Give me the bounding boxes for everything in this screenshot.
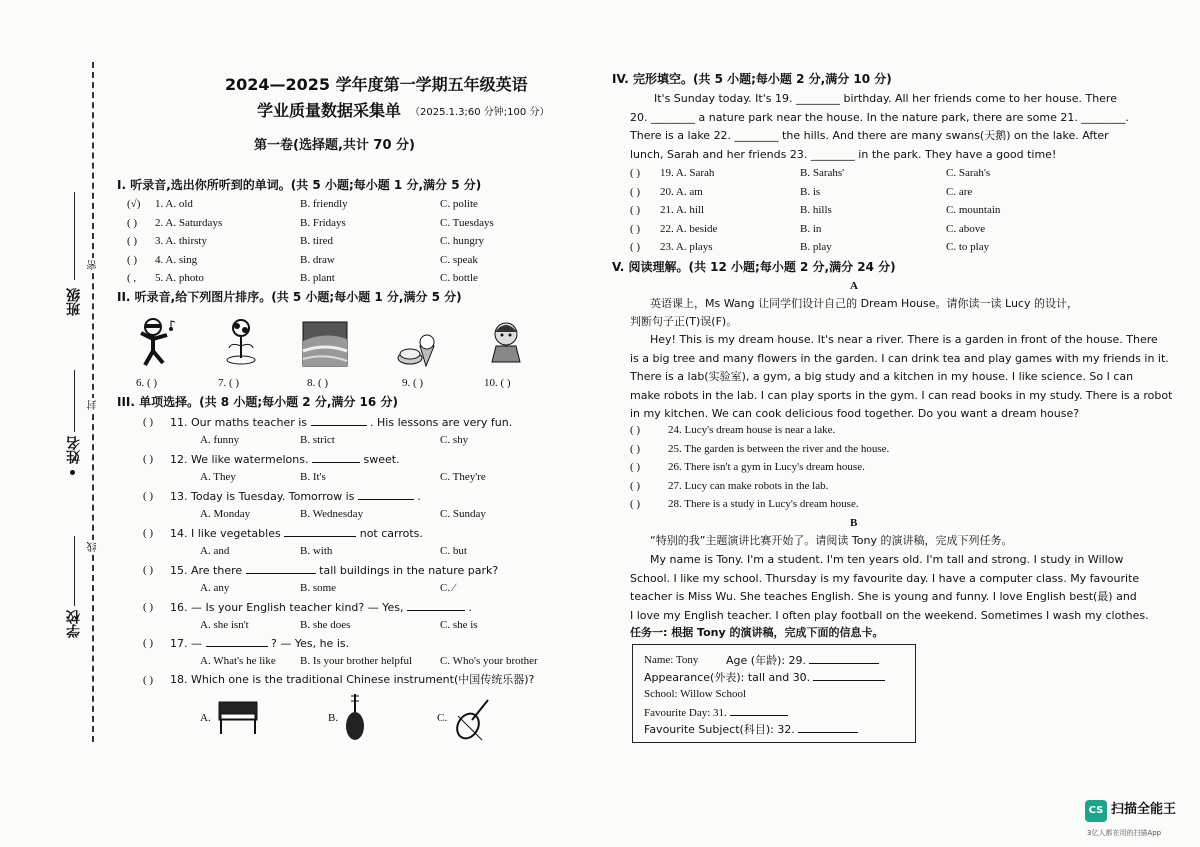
question-stem [170, 489, 421, 504]
option-b: B. she does [300, 619, 351, 631]
option-c: C. hungry [440, 235, 484, 247]
option-a: 1. A. old [155, 198, 193, 210]
answer-paren[interactable]: ( ) [127, 235, 138, 247]
part-a-intro-1: 英语课上，Ms Wang 让同学们设计自己的 Dream House。请你读一读 Lucy 的设计， [650, 297, 1078, 310]
reading-a-line: is a big tree and many flowers in the garden. I can drink tea and play games with my friends in it. [630, 351, 1169, 365]
answer-paren[interactable]: ( ) [143, 490, 154, 502]
answer-blank[interactable] [312, 452, 360, 463]
option-b: B. [328, 712, 339, 724]
option-c: C. mountain [946, 204, 1001, 216]
answer-paren[interactable]: ( ) [143, 637, 154, 649]
picture-order-label[interactable]: 10. ( ) [484, 377, 511, 389]
option-a: A. Monday [200, 508, 251, 520]
option-b: B. play [800, 241, 832, 253]
violin-picture [452, 696, 492, 742]
piano-picture [217, 700, 259, 736]
exam-title: 2024—2025 学年度第一学期五年级英语 [225, 75, 528, 94]
answer-paren[interactable]: ( ) [630, 222, 641, 235]
cloze-passage-line: It's Sunday today. It's 19. ________ birthday. All her friends come to her house. There [654, 92, 1117, 105]
option-c: C. polite [440, 198, 478, 210]
answer-paren[interactable]: (√) [127, 198, 141, 210]
watermark-brand: 扫描全能王 [1111, 802, 1177, 817]
option-c: C. They're [440, 471, 486, 483]
true-false-statement: 27. Lucy can make robots in the lab. [668, 479, 829, 492]
question-text: 14. I like vegetables [170, 527, 281, 540]
girl-picture [486, 320, 526, 366]
option-c: C. are [946, 185, 973, 198]
answer-blank[interactable] [206, 636, 268, 647]
option-c: C. Sarah's [946, 167, 991, 179]
reading-a-line: There is a lab(实验室), a gym, a big study and a kitchen in my house. I like science. So I can [630, 370, 1134, 383]
camscanner-logo-icon: CS [1085, 800, 1107, 822]
pipa-picture [343, 692, 367, 742]
answer-blank[interactable] [311, 415, 367, 426]
reading-a-line: make robots in the lab. I can play sports in the gym. I can read books in my study. There is a robot [630, 388, 1173, 402]
answer-paren[interactable]: ( ) [630, 479, 641, 492]
answer-paren[interactable]: ( ) [143, 527, 154, 539]
picture-order-label[interactable]: 7. ( ) [218, 377, 240, 389]
picture-order-label[interactable]: 8. ( ) [307, 377, 329, 389]
answer-paren[interactable]: ( , [127, 272, 137, 284]
option-a: A. They [200, 471, 236, 483]
option-a: A. What's he like [200, 655, 276, 667]
question-text: 16. — Is your English teacher kind? — Yes, [170, 601, 404, 614]
answer-paren[interactable]: ( ) [143, 674, 154, 686]
option-c: C. shy [440, 434, 469, 446]
reading-b-line: teacher is Miss Wu. She teaches English. She is young and funny. I love English best(最) and [630, 590, 1137, 603]
question-stem [170, 673, 534, 687]
question-text: 12. We like watermelons. [170, 453, 309, 466]
option-b: B. tired [300, 235, 333, 247]
option-b: B. in [800, 222, 822, 235]
option-b: B. some [300, 582, 337, 594]
card-day: Favourite Day: 31. [644, 705, 788, 720]
section1-title: I. 听录音,选出你所听到的单词。(共 5 小题;每小题 1 分,满分 5 分) [117, 178, 482, 192]
option-a: 22. A. beside [660, 222, 718, 235]
class-fill-line [74, 192, 75, 280]
answer-paren[interactable]: ( ) [630, 204, 641, 216]
option-c: C. [437, 712, 448, 724]
margin-mark-mi: 密 [88, 260, 99, 270]
option-a: A. any [200, 582, 230, 594]
answer-paren[interactable]: ( ) [630, 241, 641, 253]
option-c: C. ∕ [440, 582, 455, 594]
option-a: 3. A. thirsty [155, 235, 207, 247]
option-b: B. It's [300, 471, 326, 483]
answer-blank[interactable] [358, 489, 414, 500]
answer-blank[interactable] [284, 526, 356, 537]
option-a: A. funny [200, 434, 240, 446]
option-a: 4. A. sing [155, 253, 198, 266]
exam-subtitle: 学业质量数据采集单 [257, 101, 402, 120]
option-c: C. she is [440, 619, 478, 631]
subject-answer-blank[interactable] [798, 722, 858, 733]
card-appearance: Appearance(外表): tall and 30. [644, 670, 885, 685]
option-b: B. friendly [300, 198, 348, 210]
option-b: B. draw [300, 253, 335, 266]
option-b: B. is [800, 185, 821, 198]
food-dessert-picture [396, 330, 440, 368]
option-a: 20. A. am [660, 185, 703, 198]
option-a: 21. A. hill [660, 204, 705, 216]
age-answer-blank[interactable] [809, 653, 879, 664]
answer-paren[interactable]: ( ) [127, 253, 138, 266]
cloze-passage-line: lunch, Sarah and her friends 23. ________ in the park. They have a good time! [630, 147, 1057, 161]
true-false-statement: 28. There is a study in Lucy's dream house. [668, 498, 859, 510]
part-a-intro-2: 判断句子正(T)误(F)。 [630, 315, 738, 328]
option-c: C. Who's your brother [440, 655, 538, 667]
answer-paren[interactable]: ( ) [630, 167, 641, 179]
question-text: 15. Are there [170, 564, 243, 577]
reading-b-line: School. I like my school. Thursday is my favourite day. I have a computer class. My favourite [630, 571, 1140, 585]
answer-paren[interactable]: ( ) [630, 185, 641, 198]
answer-paren[interactable]: ( ) [143, 453, 154, 465]
watermark-tagline: 3亿人都在用的扫描App [1087, 829, 1162, 837]
margin-mark-xian: 线 [88, 542, 99, 552]
question-stem [170, 526, 423, 541]
answer-paren[interactable]: ( ) [143, 564, 154, 576]
river-landscape-picture [302, 321, 348, 367]
margin-mark-feng: 封 [88, 400, 99, 410]
answer-paren[interactable]: ( ) [143, 601, 154, 613]
option-c: C. but [440, 545, 467, 557]
reading-a-line: Hey! This is my dream house. It's near a river. There is a garden in front of the house. There [650, 333, 1158, 346]
question-stem [170, 563, 498, 578]
flower-tree-picture [223, 318, 259, 368]
card-school: School: Willow School [644, 688, 747, 700]
question-stem [170, 600, 472, 615]
option-a: 5. A. photo [155, 272, 204, 284]
question-text: 18. Which one is the traditional Chinese instrument(中国传统乐器)? [170, 673, 535, 686]
option-b: B. hills [800, 204, 832, 216]
card-name: Name: Tony [644, 654, 699, 666]
appearance-answer-blank[interactable] [813, 670, 885, 681]
task1-instruction: 任务一: 根据 Tony 的演讲稿，完成下面的信息卡。 [630, 626, 884, 639]
question-text-end: sweet. [363, 453, 400, 466]
question-text-end: . His lessons are very fun. [370, 416, 513, 429]
option-c: C. Tuesdays [440, 216, 494, 229]
question-text-end: . [468, 601, 472, 614]
section2-title: II. 听录音,给下列图片排序。(共 5 小题;每小题 1 分,满分 5 分) [117, 290, 462, 304]
option-a: A. and [200, 545, 230, 557]
reading-b-line: My name is Tony. I'm a student. I'm ten years old. I'm tall and strong. I study in Willow [650, 553, 1124, 566]
class-label: 班级 [66, 288, 82, 316]
name-label: 姓名 [66, 436, 82, 464]
answer-paren[interactable]: ( ) [630, 461, 641, 473]
true-false-statement: 26. There isn't a gym in Lucy's dream house. [668, 461, 865, 473]
answer-blank[interactable] [246, 563, 316, 574]
question-text-end: tall buildings in the nature park? [319, 564, 499, 577]
option-c: C. above [946, 222, 986, 235]
true-false-statement: 25. The garden is between the river and the house. [668, 442, 890, 455]
card-age: Age (年龄): 29. [726, 653, 879, 668]
cloze-passage-line: There is a lake 22. ________ the hills. And there are many swans(天鹅) on the lake. After [630, 129, 1109, 142]
option-a: A. [200, 712, 211, 724]
cloze-passage-line: 20. ________ a nature park near the house. In the nature park, there are some 21. ________. [630, 110, 1129, 124]
option-b: B. Is your brother helpful [300, 655, 413, 667]
margin-dot [70, 470, 75, 475]
answer-paren[interactable]: ( ) [630, 498, 641, 510]
name-fill-line [74, 370, 75, 432]
answer-paren[interactable]: ( ) [630, 442, 641, 455]
question-text: 13. Today is Tuesday. Tomorrow is [170, 490, 355, 503]
option-b: B. Wednesday [300, 508, 364, 520]
picture-order-label[interactable]: 6. ( ) [136, 377, 158, 389]
answer-blank[interactable] [407, 600, 465, 611]
reading-b-line: I love my English teacher. I often play football on the weekend. Sometimes I wash my clothes. [630, 608, 1149, 622]
boy-music-picture [133, 317, 177, 367]
answer-paren[interactable]: ( ) [630, 424, 641, 436]
part1-title: 第一卷(选择题,共计 70 分) [254, 138, 415, 153]
option-b: B. strict [300, 434, 335, 446]
section5-title: V. 阅读理解。(共 12 小题;每小题 2 分,满分 24 分) [612, 260, 896, 274]
option-b: B. Fridays [300, 216, 346, 229]
picture-order-label[interactable]: 9. ( ) [402, 377, 424, 389]
question-stem [170, 415, 512, 430]
option-c: C. speak [440, 253, 478, 266]
question-text: 17. — [170, 637, 202, 650]
option-c: C. Sunday [440, 508, 486, 520]
school-fill-line [74, 536, 75, 606]
answer-paren[interactable]: ( ) [143, 416, 154, 428]
question-text: 11. Our maths teacher is [170, 416, 308, 429]
option-a: A. she isn't [200, 619, 249, 631]
question-text-end: ? — Yes, he is. [271, 637, 350, 650]
option-a: 23. A. plays [660, 241, 713, 253]
option-b: B. plant [300, 272, 335, 284]
option-a: 2. A. Saturdays [155, 216, 223, 229]
answer-paren[interactable]: ( ) [127, 216, 138, 229]
option-b: B. Sarahs' [800, 167, 845, 179]
option-c: C. bottle [440, 272, 478, 284]
question-text-end: . [417, 490, 421, 503]
option-a: 19. A. Sarah [660, 167, 715, 179]
day-answer-blank[interactable] [730, 705, 788, 716]
section3-title: III. 单项选择。(共 8 小题;每小题 2 分,满分 16 分) [117, 395, 398, 409]
exam-info: （2025.1.3;60 分钟;100 分） [410, 107, 550, 118]
option-c: C. to play [946, 241, 990, 253]
option-b: B. with [300, 545, 333, 557]
school-label: 学校 [66, 610, 82, 638]
question-stem [170, 452, 400, 467]
true-false-statement: 24. Lucy's dream house is near a lake. [668, 424, 836, 436]
reading-a-line: in my kitchen. We can cook delicious food together. Do you want a dream house? [630, 407, 1080, 420]
part-a-label: A [850, 280, 858, 292]
part-b-label: B [850, 517, 858, 529]
card-subject: Favourite Subject(科目): 32. [644, 722, 858, 737]
section4-title: IV. 完形填空。(共 5 小题;每小题 2 分,满分 10 分) [612, 72, 892, 86]
question-text-end: not carrots. [359, 527, 423, 540]
part-b-intro: “特别的我”主题演讲比赛开始了。请阅读 Tony 的演讲稿，完成下列任务。 [650, 534, 1013, 547]
question-stem [170, 636, 349, 651]
